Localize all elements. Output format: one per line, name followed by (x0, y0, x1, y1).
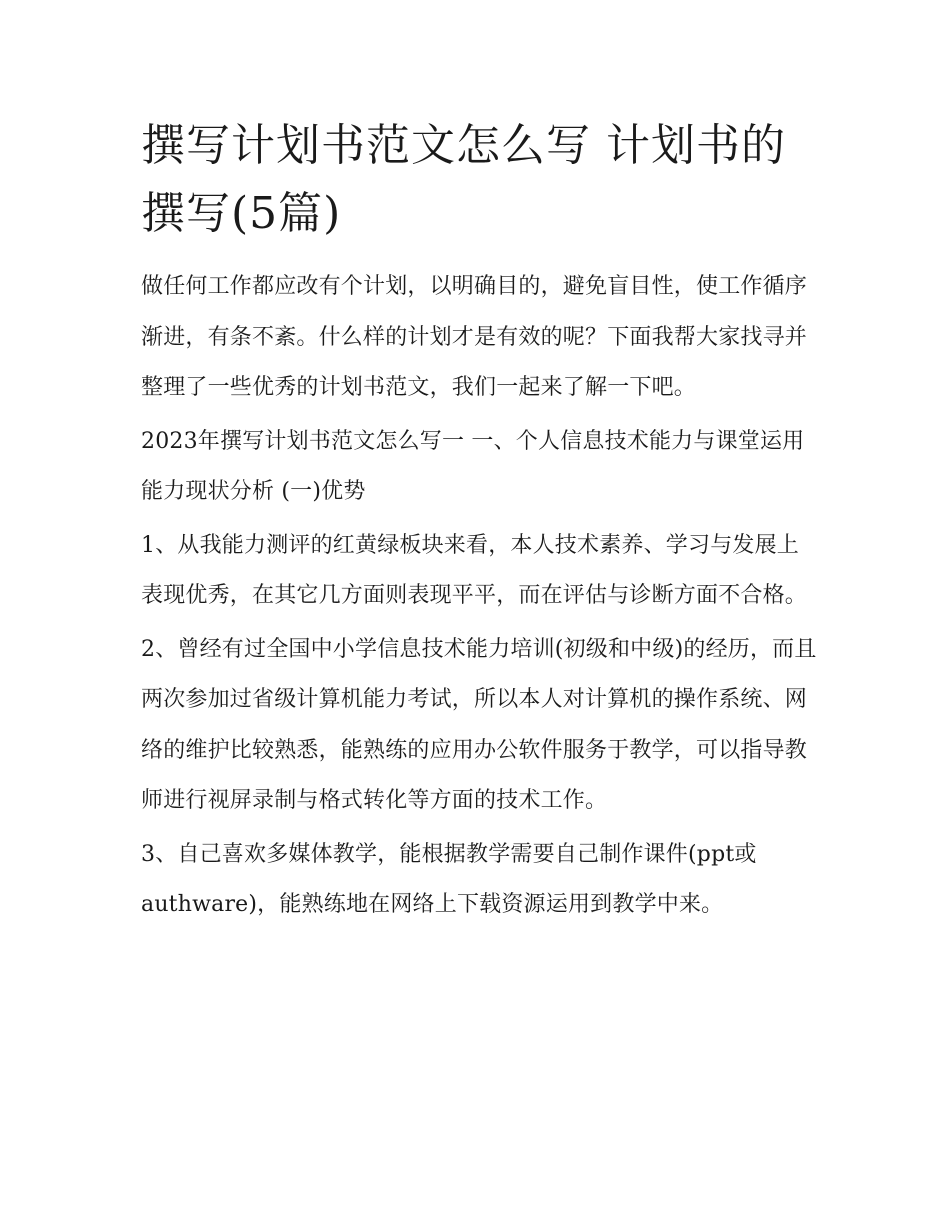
document-title: 撰写计划书范文怎么写 计划书的撰写(5篇) (141, 120, 786, 239)
list-item-2: 2、曾经有过全国中小学信息技术能力培训(初级和中级)的经历，而且两次参加过省级计算机能力考试，所以本人对计算机的操作系统、网络的维护比较熟悉，能熟练的应用办公软件服务于教学，可以指导教师进行视屏录制与格式转化等方面的技术工作。 (141, 636, 817, 813)
intro-paragraph: 做任何工作都应改有个计划，以明确目的，避免盲目性，使工作循序渐进，有条不紊。什么样的计划才是有效的呢？下面我帮大家找寻并整理了一些优秀的计划书范文，我们一起来了解一下吧。 (141, 274, 808, 400)
document-body (141, 112, 817, 934)
list-item-1: 1、从我能力测评的红黄绿板块来看，本人技术素养、学习与发展上表现优秀，在其它几方面则表现平平，而在评估与诊断方面不合格。 (141, 532, 808, 608)
list-item-3: 3、自己喜欢多媒体教学，能根据教学需要自己制作课件(ppt或authware)，能熟练地在网络上下载资源运用到教学中来。 (141, 841, 757, 917)
section-heading-paragraph: 2023年撰写计划书范文怎么写一 一、个人信息技术能力与课堂运用能力现状分析 (一)优势 (141, 428, 805, 504)
